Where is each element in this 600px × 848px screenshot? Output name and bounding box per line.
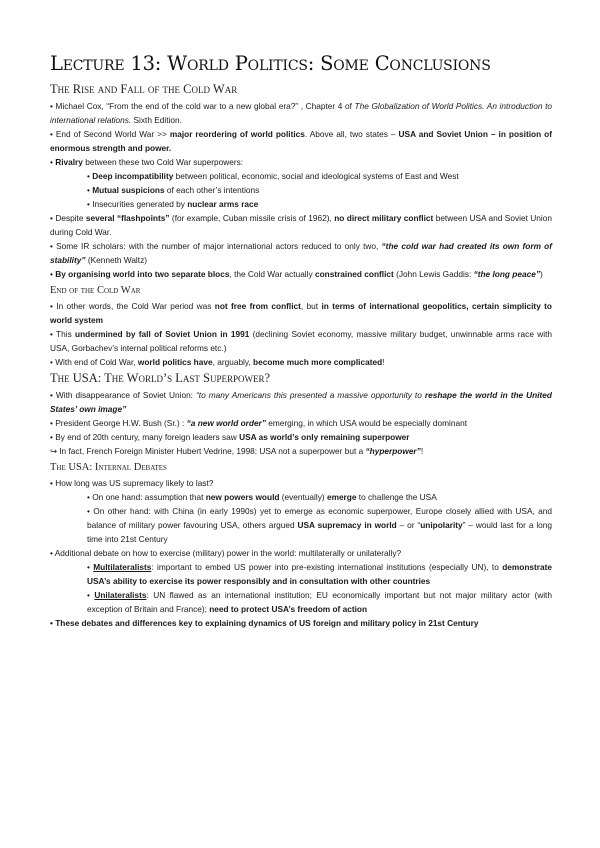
paragraph: • With end of Cold War, world politics have, arguably, become much more complicated! (50, 357, 385, 367)
section-heading-end-cold-war: End of the Cold War (50, 285, 141, 296)
section-heading-rise-fall: The Rise and Fall of the Cold War (50, 82, 238, 96)
paragraph: • How long was US supremacy likely to last? (50, 478, 214, 488)
sub-bullet: • Multilateralists: important to embed US power into pre-existing international institutions (especially UN), to demonstrate USA’s ability to exercise its power responsibly and in consultation with other countries (87, 562, 552, 586)
paragraph: • By organising world into two separate blocs, the Cold War actually constrained conflict (John Lewis Gaddis: “the long peace”) (50, 269, 543, 279)
sub-bullet: • On other hand: with China (in early 1990s) yet to emerge as economic superpower, Europe closely allied with USA, and balance of military power favouring USA, others argued USA supremacy in world – or “unipolarity” – would last for a long time into 21st Century (87, 506, 553, 544)
sub-bullet: • Deep incompatibility between political, economic, social and ideological systems of East and West (87, 171, 459, 181)
paragraph: • Some IR scholars: with the number of major international actors reduced to only two, “the cold war had created its own form of stability” (Kenneth Waltz) (50, 241, 553, 265)
page-title: Lecture 13: World Politics: Some Conclusions (50, 52, 491, 75)
paragraph: • This undermined by fall of Soviet Union in 1991 (declining Soviet economy, massive military budget, unwinnable arms race with USA, Gorbachev’s internal political reforms etc.) (50, 329, 552, 353)
paragraph: • Additional debate on how to exercise (military) power in the world: multilaterally or unilaterally? (50, 548, 402, 558)
sub-bullet: • On one hand: assumption that new powers would (eventually) emerge to challenge the USA (87, 492, 437, 502)
paragraph: • In other words, the Cold War period was not free from conflict, but in terms of international geopolitics, certain simplicity to world system (50, 301, 552, 325)
paragraph: • President George H.W. Bush (Sr.) : “a new world order” emerging, in which USA would be especially dominant (50, 418, 468, 428)
paragraph: • With disappearance of Soviet Union: “to many Americans this presented a massive opportunity to reshape the world in the United States’ own image” (50, 390, 552, 414)
paragraph: • These debates and differences key to explaining dynamics of US foreign and military policy in 21st Century (50, 618, 479, 628)
sub-bullet: • Unilateralists: UN flawed as an international institution; EU economically important but not major military actor (with exception of Britain and France); need to protect USA’s freedom of action (87, 590, 552, 614)
paragraph: • End of Second World War >> major reordering of world politics. Above all, two states – USA and Soviet Union – in position of enormous strength and power. (50, 129, 552, 153)
section-heading-last-superpower: The USA: The World’s Last Superpower? (50, 371, 271, 385)
document-page (50, 52, 552, 630)
sub-bullet: • Mutual suspicions of each other’s intentions (87, 185, 260, 195)
paragraph: ↪ In fact, French Foreign Minister Hubert Vedrine, 1998: USA not a superpower but a “hyperpower”! (50, 446, 424, 456)
sub-bullet: • Insecurities generated by nuclear arms race (87, 199, 259, 209)
section-heading-internal-debates: The USA: Internal Debates (50, 462, 167, 473)
paragraph: • By end of 20th century, many foreign leaders saw USA as world’s only remaining superpower (50, 432, 410, 442)
paragraph: • Rivalry between these two Cold War superpowers: (50, 157, 244, 167)
paragraph: • Despite several “flashpoints” (for example, Cuban missile crisis of 1962), no direct military conflict between USA and Soviet Union during Cold War. (50, 213, 552, 237)
paragraph: • Michael Cox, “From the end of the cold war to a new global era?” , Chapter 4 of The Globalization of World Politics. An introduction to international relations. Sixth Edition. (50, 101, 552, 125)
